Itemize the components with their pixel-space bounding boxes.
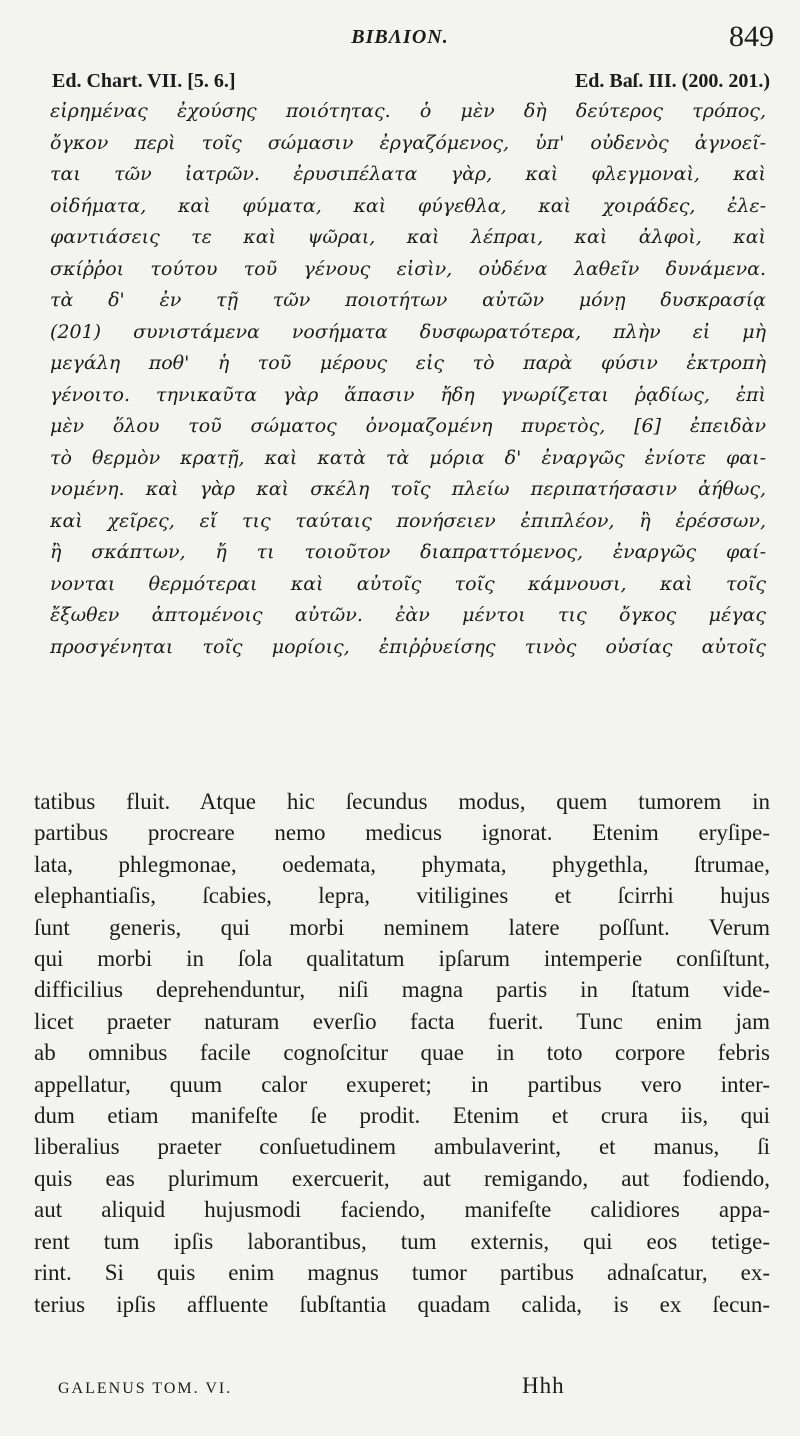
latin-line: quis eas plurimum exercuerit, aut remigando, aut fodiendo, bbox=[34, 1165, 770, 1191]
greek-line: καὶ χεῖρες, εἴ τις ταύταις πονήσειεν ἐπιπλέον, ἢ ἐρέσσων, bbox=[50, 509, 766, 532]
greek-line: γένοιτο. τηνικαῦτα γὰρ ἅπασιν ἤδη γνωρίζεται ῥᾳδίως, ἐπὶ bbox=[50, 383, 766, 406]
edition-reference-right: Ed. Baſ. III. (200. 201.) bbox=[574, 70, 770, 92]
latin-line: rent tum ipſis laborantibus, tum externis, qui eos tetige- bbox=[34, 1228, 770, 1254]
greek-line: νομένη. καὶ γὰρ καὶ σκέλη τοῖς πλείω περιπατήσασιν ἀήθως, bbox=[50, 478, 766, 500]
greek-line: ἢ σκάπτων, ἤ τι τοιοῦτον διαπραττόμενος, ἐναργῶς φαί- bbox=[50, 541, 766, 563]
running-head: BIBΛΙΟΝ. bbox=[351, 26, 449, 48]
greek-line: τὰ δ' ἐν τῇ τῶν ποιοτήτων αὐτῶν μόνῃ δυσκρασίᾳ bbox=[50, 289, 766, 311]
latin-line: terius ipſis affluente ſubſtantia quadam calida, is ex ſecun- bbox=[34, 1291, 770, 1317]
greek-line: οἰδήματα, καὶ φύματα, καὶ φύγεθλα, καὶ χοιράδες, ἐλε- bbox=[50, 194, 766, 217]
latin-line: dum etiam manifeſte ſe prodit. Etenim et crura iis, qui bbox=[34, 1103, 770, 1129]
latin-line: qui morbi in ſola qualitatum ipſarum intemperie conſiſtunt, bbox=[34, 946, 770, 972]
latin-line: liberalius praeter conſuetudinem ambulaverint, et manus, ſi bbox=[34, 1134, 770, 1160]
greek-line: (201) συνιστάμενα νοσήματα δυσφωρατότερα, πλὴν εἰ μὴ bbox=[50, 320, 766, 343]
latin-line: partibus procreare nemo medicus ignorat. Etenim eryſipe- bbox=[34, 820, 770, 846]
latin-line: tatibus fluit. Atque hic ſecundus modus, quem tumorem in bbox=[34, 789, 770, 814]
greek-text-block bbox=[50, 96, 766, 663]
latin-line: appellatur, quum calor exuperet; in partibus vero inter- bbox=[34, 1071, 770, 1097]
latin-line: rint. Si quis enim magnus tumor partibus adnaſcatur, ex- bbox=[34, 1260, 770, 1286]
footer-signature: Hhh bbox=[522, 1373, 565, 1398]
latin-line: licet praeter naturam everſio facta fuerit. Tunc enim jam bbox=[34, 1008, 770, 1034]
latin-line: aut aliquid hujusmodi faciendo, manifeſte calidiores appa- bbox=[34, 1197, 770, 1223]
greek-line: φαντιάσεις τε καὶ ψῶραι, καὶ λέπραι, καὶ ἀλφοὶ, καὶ bbox=[50, 226, 766, 248]
greek-line: μὲν ὅλου τοῦ σώματος ὀνομαζομένη πυρετὸς, [6] ἐπειδὰν bbox=[50, 415, 766, 437]
greek-line: εἰρημένας ἐχούσης ποιότητας. ὁ μὲν δὴ δεύτερος τρόπος, bbox=[50, 100, 766, 122]
latin-line: difficilius deprehenduntur, niſi magna partis in ſtatum vide- bbox=[34, 977, 770, 1003]
latin-line: lata, phlegmonae, oedemata, phymata, phygethla, ſtrumae, bbox=[34, 851, 770, 877]
greek-line: ὄγκον περὶ τοῖς σώμασιν ἐργαζόμενος, ὑπ' οὐδενὸς ἀγνοεῖ- bbox=[50, 131, 766, 154]
greek-line: ἔξωθεν ἁπτομένοις αὐτῶν. ἐὰν μέντοι τις ὄγκος μέγας bbox=[50, 604, 766, 626]
latin-text-block bbox=[34, 786, 770, 1320]
page-number: 849 bbox=[729, 20, 774, 53]
greek-line: μεγάλη ποθ' ἡ τοῦ μέρους εἰς τὸ παρὰ φύσιν ἐκτροπὴ bbox=[50, 352, 766, 374]
greek-line: σκίῤῥοι τούτου τοῦ γένους εἰσὶν, οὐδένα λαθεῖν δυνάμενα. bbox=[50, 257, 766, 280]
greek-line: προσγένηται τοῖς μορίοις, ἐπιῤῥυείσης τινὸς οὐσίας αὐτοῖς bbox=[50, 635, 766, 658]
edition-reference-left: Ed. Chart. VII. [5. 6.] bbox=[52, 70, 236, 92]
greek-line: ται τῶν ἰατρῶν. ἐρυσιπέλατα γὰρ, καὶ φλεγμοναὶ, καὶ bbox=[50, 163, 766, 185]
greek-line: νονται θερμότεραι καὶ αὐτοῖς τοῖς κάμνουσι, καὶ τοῖς bbox=[50, 572, 766, 595]
latin-line: ſunt generis, qui morbi neminem latere poſſunt. Verum bbox=[34, 914, 770, 940]
latin-line: ab omnibus facile cognoſcitur quae in toto corpore febris bbox=[34, 1040, 770, 1066]
footer-volume: GALENUS TOM. VI. bbox=[58, 1380, 233, 1397]
greek-line: τὸ θερμὸν κρατῇ, καὶ κατὰ τὰ μόρια δ' ἐναργῶς ἐνίοτε φαι- bbox=[50, 446, 766, 469]
latin-line: elephantiaſis, ſcabies, lepra, vitiligines et ſcirrhi hujus bbox=[34, 883, 770, 909]
